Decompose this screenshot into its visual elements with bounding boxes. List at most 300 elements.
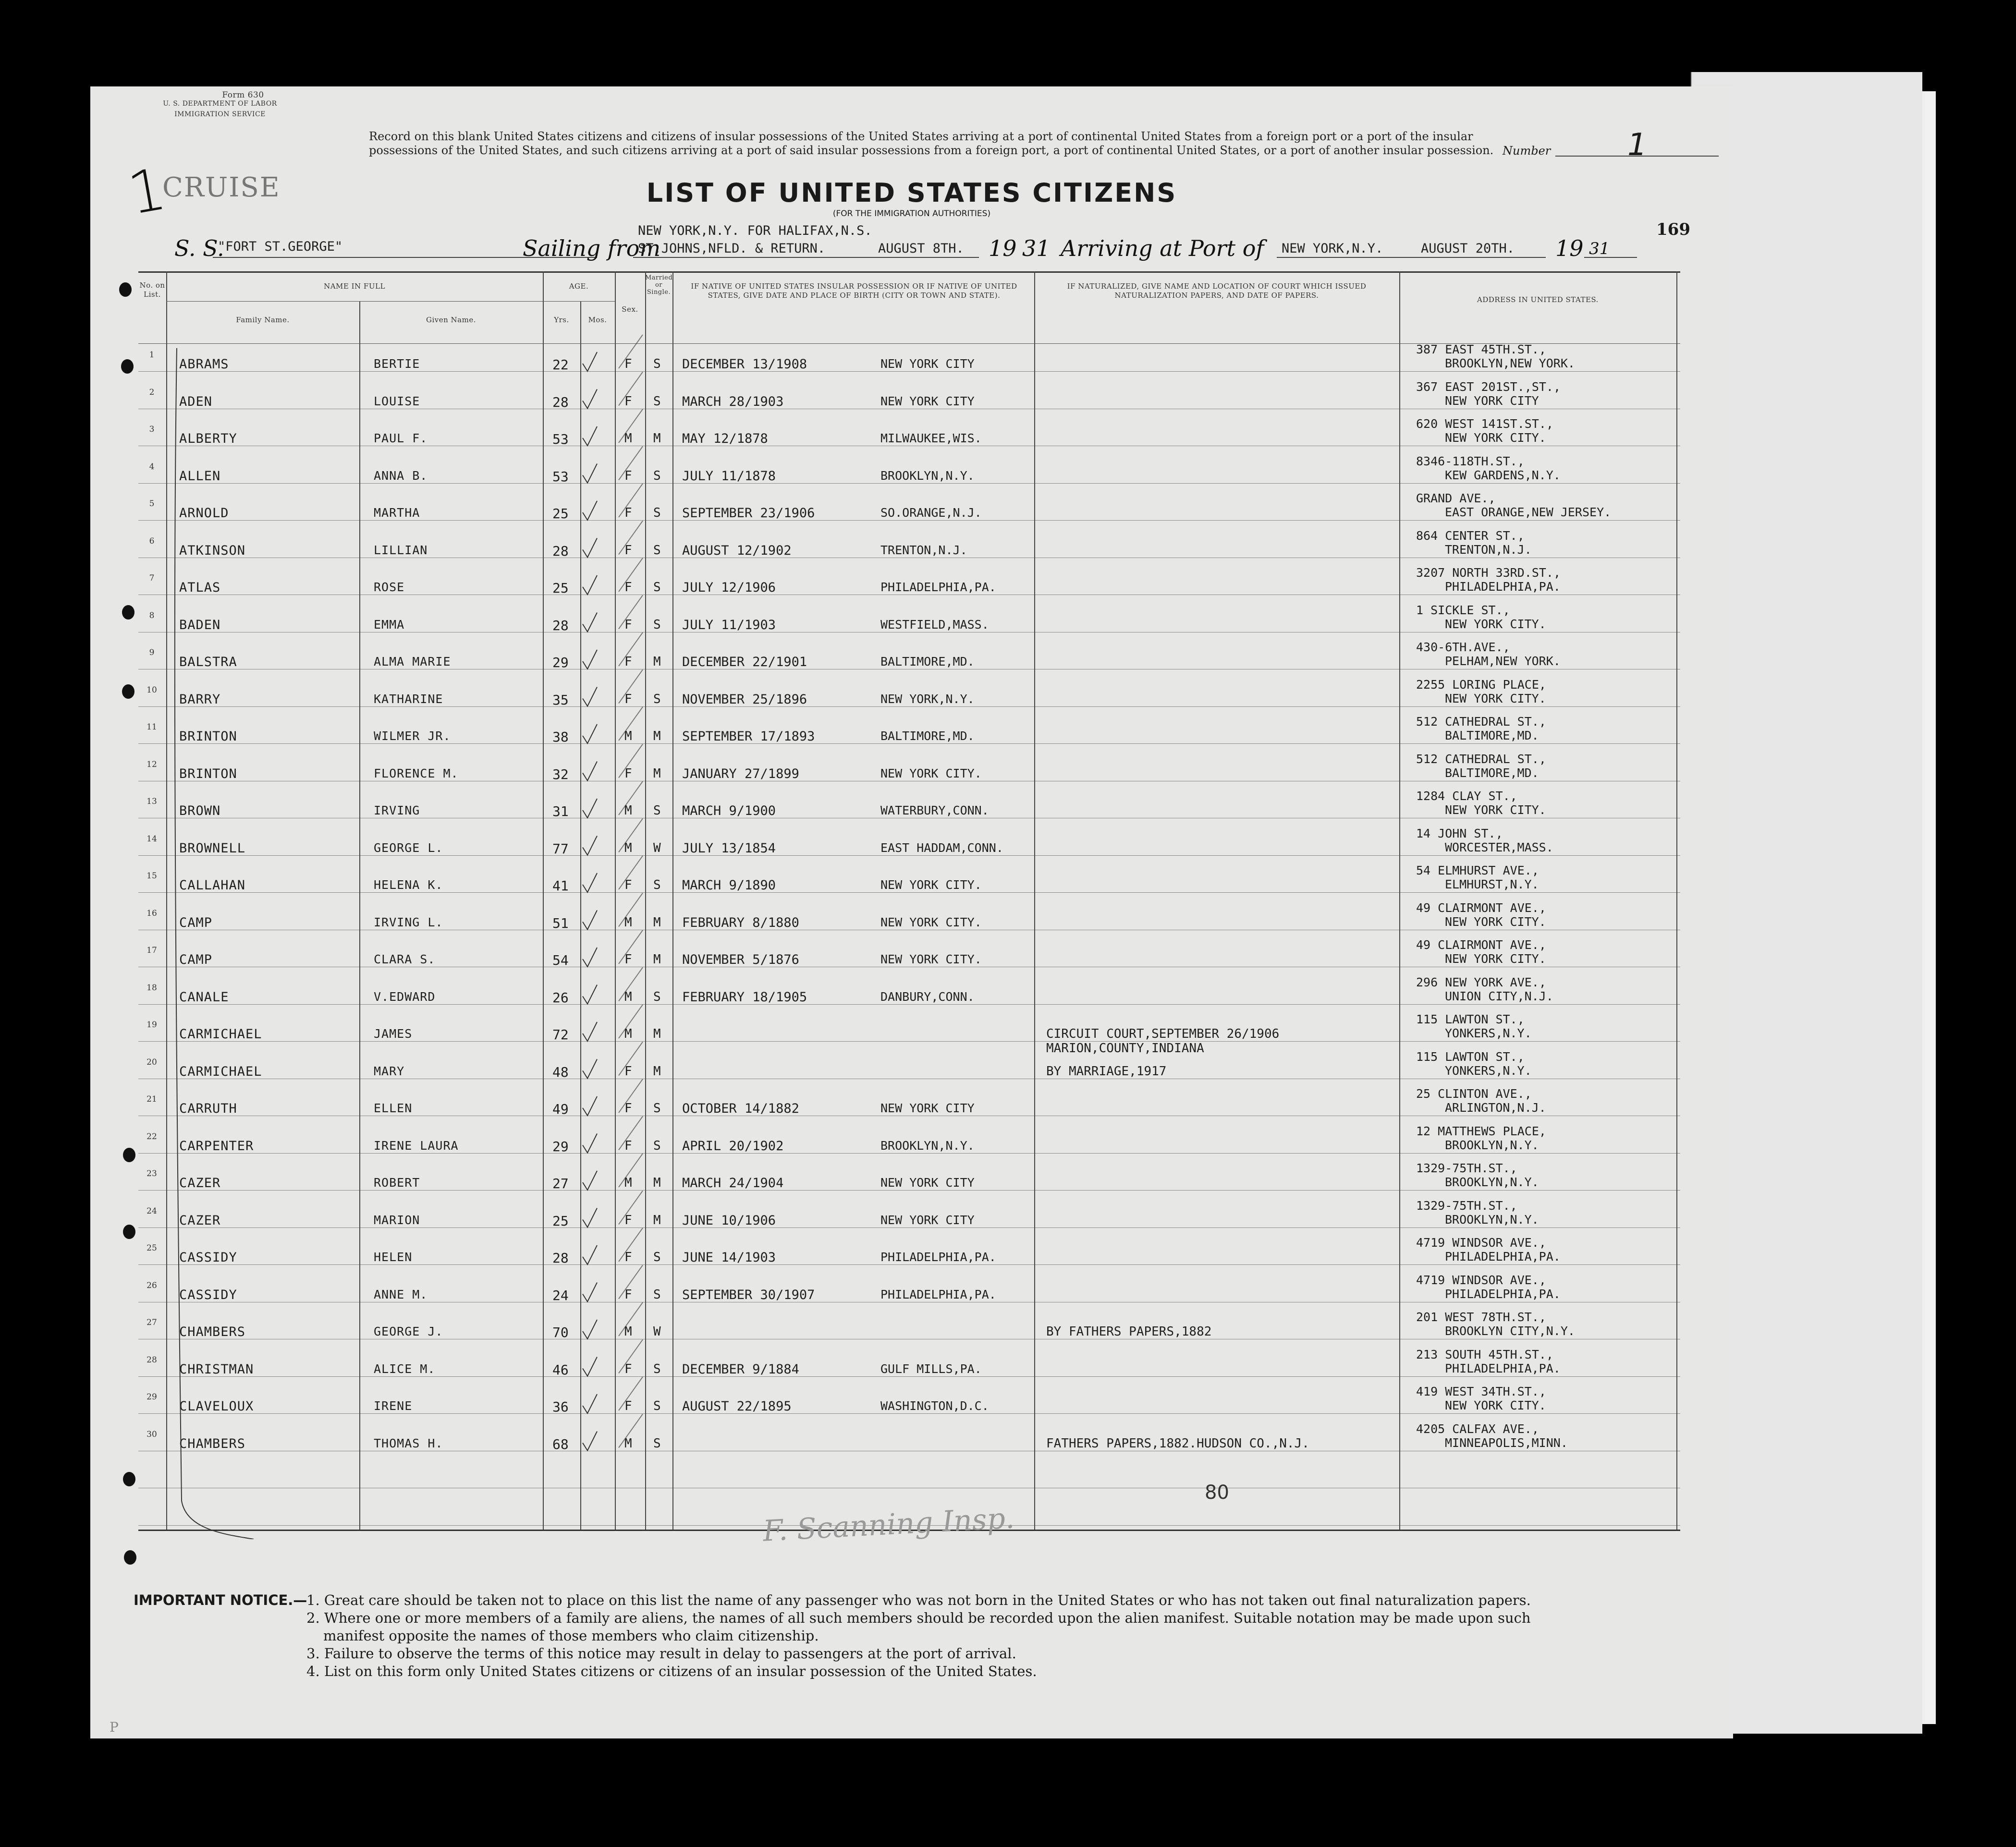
notice-item-1: 1. Great care should be taken not to place on this list the name of any passenger who was not born in the United States or who has not taken out final naturalization papers. xyxy=(306,1592,1531,1608)
pencil-stroke xyxy=(619,856,643,889)
checkmark xyxy=(583,911,597,930)
cell-address-city: BROOKLYN,N.Y. xyxy=(1445,1175,1539,1189)
cell-status: S xyxy=(653,1101,661,1116)
checkmark xyxy=(583,389,597,409)
cell-birth-place: GULF MILLS,PA. xyxy=(880,1361,982,1376)
cell-status: S xyxy=(653,357,661,371)
checkmark xyxy=(583,985,597,1004)
pencil-stroke xyxy=(619,447,643,480)
handwritten-list-number: 1 xyxy=(123,156,171,228)
cell-family: CASSIDY xyxy=(179,1250,237,1265)
cell-given: ALICE M. xyxy=(374,1361,436,1376)
cell-birth-place: SO.ORANGE,N.J. xyxy=(880,506,982,520)
cell-status: M xyxy=(653,729,661,743)
cell-given: CLARA S. xyxy=(374,952,436,966)
cell-family: ADEN xyxy=(179,394,213,409)
arrival-underline xyxy=(1277,257,1546,258)
cell-given: EMMA xyxy=(374,617,405,632)
pencil-stroke xyxy=(619,372,643,406)
cell-no: 21 xyxy=(147,1094,157,1104)
cell-sex: M xyxy=(624,803,632,818)
checkmark xyxy=(583,1208,597,1227)
cell-address-city: PHILADELPHIA,PA. xyxy=(1445,580,1561,594)
cell-yrs: 53 xyxy=(552,431,569,447)
cell-given: IRVING xyxy=(374,803,420,817)
col-header-married: Married or Single. xyxy=(645,274,673,296)
cell-status: S xyxy=(653,1361,661,1376)
cell-sex: F xyxy=(624,394,632,409)
cell-no: 1 xyxy=(149,350,155,360)
number-underline xyxy=(1555,156,1719,157)
cell-birth-place: PHILADELPHIA,PA. xyxy=(880,1250,996,1264)
cell-naturalization: BY FATHERS PAPERS,1882 xyxy=(1046,1324,1212,1339)
cell-family: ATKINSON xyxy=(179,543,246,558)
pencil-stroke xyxy=(619,1191,643,1225)
cell-no: 29 xyxy=(147,1392,157,1402)
checkmark-annotations xyxy=(138,271,715,1539)
cell-address-street: 115 LAWTON ST., xyxy=(1416,1012,1525,1026)
cell-yrs: 29 xyxy=(552,1138,569,1154)
cell-birth-date: MAY 12/1878 xyxy=(682,431,768,446)
cell-address-street: 387 EAST 45TH.ST., xyxy=(1416,342,1546,356)
cell-birth-place: PHILADELPHIA,PA. xyxy=(880,1287,996,1301)
cell-family: CARRUTH xyxy=(179,1101,237,1116)
cell-no: 11 xyxy=(147,722,157,732)
cell-family: CAMP xyxy=(179,915,213,930)
cell-address-city: NEW YORK CITY. xyxy=(1445,952,1546,966)
cell-status: S xyxy=(653,1287,661,1302)
cell-family: BRINTON xyxy=(179,729,237,744)
cell-address-city: YONKERS,N.Y. xyxy=(1445,1063,1532,1078)
cell-sex: F xyxy=(624,655,632,669)
col-header-no: No. on List. xyxy=(139,281,165,299)
cell-sex: M xyxy=(624,729,632,743)
col-header-yrs: Yrs. xyxy=(554,316,569,324)
department-label: U. S. DEPARTMENT OF LABOR xyxy=(163,100,277,108)
pencil-stroke xyxy=(619,744,643,778)
binder-hole xyxy=(122,684,134,699)
cell-yrs: 31 xyxy=(552,803,569,819)
cell-no: 20 xyxy=(147,1057,157,1067)
cell-yrs: 49 xyxy=(552,1101,569,1117)
cell-given: MARION xyxy=(374,1213,420,1227)
number-value: 1 xyxy=(1627,127,1647,163)
cell-family: BROWN xyxy=(179,803,221,818)
cell-yrs: 48 xyxy=(552,1064,569,1080)
cell-no: 4 xyxy=(149,462,155,472)
cell-address-city: BROOKLYN,N.Y. xyxy=(1445,1138,1539,1152)
col-header-birth: IF NATIVE OF UNITED STATES INSULAR POSSESSION OR IF NATIVE OF UNITED STATES, GIVE DATE AND PLACE OF BIRTH (CITY OR TOWN AND STATE). xyxy=(691,282,1017,300)
arrival-year-underline xyxy=(1584,257,1637,258)
cell-birth-date: JULY 11/1903 xyxy=(682,617,776,632)
col-header-age: AGE. xyxy=(569,282,589,291)
cell-no: 24 xyxy=(147,1206,157,1216)
cell-given: HELENA K. xyxy=(374,878,443,892)
cell-given: ROBERT xyxy=(374,1176,420,1190)
cell-yrs: 28 xyxy=(552,394,569,410)
cell-sex: F xyxy=(624,1287,632,1302)
cell-address-city: YONKERS,N.Y. xyxy=(1445,1026,1532,1040)
cell-address-street: 620 WEST 141ST.ST., xyxy=(1416,417,1553,431)
cell-given: LOUISE xyxy=(374,394,420,408)
cell-address-street: 213 SOUTH 45TH.ST., xyxy=(1416,1347,1553,1361)
cell-status: S xyxy=(653,803,661,818)
cell-birth-date: SEPTEMBER 17/1893 xyxy=(682,729,815,744)
cell-address-city: MINNEAPOLIS,MINN. xyxy=(1445,1435,1568,1450)
cell-address-street: 296 NEW YORK AVE., xyxy=(1416,975,1546,989)
checkmark xyxy=(583,836,597,855)
passenger-table xyxy=(138,271,1680,1539)
cell-address-street: 3207 NORTH 33RD.ST., xyxy=(1416,566,1561,580)
cell-sex: F xyxy=(624,1064,632,1079)
cell-yrs: 70 xyxy=(552,1324,569,1340)
cell-address-street: 864 CENTER ST., xyxy=(1416,528,1525,543)
cell-given: ANNE M. xyxy=(374,1287,428,1301)
pencil-stroke xyxy=(619,893,643,927)
cell-sex: M xyxy=(624,1176,632,1190)
cell-given: IRENE LAURA xyxy=(374,1138,459,1153)
arriving-label: Arriving at Port of xyxy=(1061,235,1264,261)
arrival-year-prefix: 19 xyxy=(1555,235,1584,261)
cell-birth-place: NEW YORK CITY xyxy=(880,357,975,371)
checkmark xyxy=(583,352,597,371)
cell-status: S xyxy=(653,989,661,1004)
cell-no: 15 xyxy=(147,871,157,881)
cell-family: ATLAS xyxy=(179,580,221,595)
pencil-stroke xyxy=(619,335,643,368)
cell-address-street: 1329-75TH.ST., xyxy=(1416,1161,1517,1175)
cell-birth-place: NEW YORK CITY xyxy=(880,1176,975,1190)
cell-status: M xyxy=(653,1064,661,1079)
cell-family: CARPENTER xyxy=(179,1138,254,1154)
cell-sex: F xyxy=(624,357,632,371)
cell-address-city: EAST ORANGE,NEW JERSEY. xyxy=(1445,505,1612,519)
cell-address-street: 54 ELMHURST AVE., xyxy=(1416,863,1539,877)
cell-yrs: 46 xyxy=(552,1361,569,1378)
col-header-naturalized: IF NATURALIZED, GIVE NAME AND LOCATION OF COURT WHICH ISSUED NATURALIZATION PAPERS, AND DATE OF PAPERS. xyxy=(1067,282,1367,300)
cell-sex: F xyxy=(624,1361,632,1376)
cell-address-street: 1 SICKLE ST., xyxy=(1416,603,1510,617)
cell-status: M xyxy=(653,766,661,781)
cell-naturalization: FATHERS PAPERS,1882.HUDSON CO.,N.J. xyxy=(1046,1436,1309,1451)
cell-status: S xyxy=(653,692,661,706)
checkmark xyxy=(583,575,597,595)
cell-birth-place: NEW YORK,N.Y. xyxy=(880,692,975,706)
cell-family: ALBERTY xyxy=(179,431,237,446)
cell-given: PAUL F. xyxy=(374,431,428,445)
cell-birth-date: NOVEMBER 25/1896 xyxy=(682,692,807,707)
cell-birth-place: TRENTON,N.J. xyxy=(880,543,967,557)
cell-family: BROWNELL xyxy=(179,840,246,856)
cell-family: BALSTRA xyxy=(179,655,237,669)
tally-annotation: 80 xyxy=(1205,1482,1229,1504)
cell-sex: F xyxy=(624,766,632,781)
pencil-stroke xyxy=(619,1005,643,1038)
cell-address-city: UNION CITY,N.J. xyxy=(1445,989,1553,1003)
cell-birth-date: DECEMBER 13/1908 xyxy=(682,357,807,372)
cell-no: 26 xyxy=(147,1280,157,1290)
checkmark xyxy=(583,948,597,967)
cell-status: S xyxy=(653,1250,661,1264)
cell-birth-date: AUGUST 12/1902 xyxy=(682,543,792,558)
cell-birth-date: FEBRUARY 8/1880 xyxy=(682,915,799,930)
cell-status: S xyxy=(653,1138,661,1153)
inspector-signature: F. Scanning Insp. xyxy=(762,1501,1015,1548)
cell-status: S xyxy=(653,1399,661,1413)
cell-birth-place: NEW YORK CITY. xyxy=(880,878,982,892)
pencil-stroke xyxy=(619,1302,643,1336)
cell-family: CHAMBERS xyxy=(179,1436,246,1451)
checkmark xyxy=(583,1394,597,1413)
cell-birth-date: AUGUST 22/1895 xyxy=(682,1399,792,1414)
cell-given: ELLEN xyxy=(374,1101,413,1115)
cell-birth-date: JULY 12/1906 xyxy=(682,580,776,595)
cell-birth-place: EAST HADDAM,CONN. xyxy=(880,840,1003,855)
pencil-stroke xyxy=(619,670,643,704)
cell-naturalization: CIRCUIT COURT,SEPTEMBER 26/1906 xyxy=(1046,1027,1280,1041)
cell-birth-date: SEPTEMBER 23/1906 xyxy=(682,506,815,521)
cell-address-street: 4719 WINDSOR AVE., xyxy=(1416,1236,1546,1250)
cell-sex: F xyxy=(624,692,632,706)
cell-family: CAMP xyxy=(179,952,213,967)
checkmark xyxy=(583,1022,597,1041)
cell-sex: M xyxy=(624,431,632,446)
checkmark xyxy=(583,650,597,669)
cell-given: LILLIAN xyxy=(374,543,428,557)
cell-no: 19 xyxy=(147,1020,157,1030)
cell-address-city: NEW YORK CITY. xyxy=(1445,1398,1546,1412)
cell-birth-date: APRIL 20/1902 xyxy=(682,1138,784,1154)
pencil-stroke xyxy=(619,521,643,555)
cell-yrs: 38 xyxy=(552,729,569,745)
cell-no: 14 xyxy=(147,834,157,844)
cell-yrs: 25 xyxy=(552,580,569,596)
pencil-stroke xyxy=(619,819,643,852)
cell-birth-date: OCTOBER 14/1882 xyxy=(682,1101,799,1116)
sailing-year-prefix: 19 xyxy=(989,235,1017,261)
cell-birth-place: NEW YORK CITY xyxy=(880,1213,975,1227)
checkmark xyxy=(583,1134,597,1153)
binder-hole xyxy=(119,282,132,297)
cell-yrs: 27 xyxy=(552,1176,569,1191)
col-rule xyxy=(1676,271,1677,1530)
service-label: IMMIGRATION SERVICE xyxy=(174,110,266,118)
sheet-number: 169 xyxy=(1656,220,1690,239)
col-header-sex: Sex. xyxy=(622,305,638,314)
cell-family: CAZER xyxy=(179,1176,221,1191)
cell-given: ALMA MARIE xyxy=(374,655,451,668)
binder-hole xyxy=(124,1550,136,1565)
cell-address-street: 430-6TH.AVE., xyxy=(1416,640,1510,654)
checkmark xyxy=(583,501,597,520)
binder-hole xyxy=(123,1472,135,1486)
cell-sex: F xyxy=(624,506,632,520)
checkmark xyxy=(583,1059,597,1079)
checkmark xyxy=(583,426,597,446)
cell-yrs: 41 xyxy=(552,878,569,894)
cell-address-street: 4719 WINDSOR AVE., xyxy=(1416,1273,1546,1287)
cell-birth-date: DECEMBER 22/1901 xyxy=(682,655,807,669)
cell-no: 5 xyxy=(149,499,155,509)
notice-item-4: 4. List on this form only United States citizens or citizens of an insular possession of the United States. xyxy=(306,1663,1037,1679)
pencil-stroke xyxy=(619,1079,643,1113)
binder-hole xyxy=(123,1225,135,1239)
checkmark xyxy=(583,799,597,818)
cell-address-city: WORCESTER,MASS. xyxy=(1445,840,1553,854)
cell-family: CANALE xyxy=(179,989,229,1005)
notice-item-2: 2. Where one or more members of a family are aliens, the names of all such members should be recorded upon the alien manifest. Suitable notation may be made upon such xyxy=(306,1610,1531,1626)
sailing-date: AUGUST 8TH. xyxy=(878,241,964,256)
pencil-stroke xyxy=(619,484,643,517)
cell-address-street: 115 LAWTON ST., xyxy=(1416,1049,1525,1064)
cell-address-city: ARLINGTON,N.J. xyxy=(1445,1101,1546,1115)
cell-sex: F xyxy=(624,1250,632,1264)
cell-address-street: 8346-118TH.ST., xyxy=(1416,454,1525,468)
cell-address-street: 2255 LORING PLACE, xyxy=(1416,677,1546,692)
sailing-underline xyxy=(633,257,979,258)
pencil-stroke xyxy=(619,781,643,815)
notice-label: IMPORTANT NOTICE.— xyxy=(134,1592,307,1608)
cell-given: HELEN xyxy=(374,1250,413,1264)
cell-birth-place: NEW YORK CITY xyxy=(880,1101,975,1115)
cell-birth-place: WASHINGTON,D.C. xyxy=(880,1399,989,1413)
checkmark xyxy=(583,1283,597,1302)
cell-family: CALLAHAN xyxy=(179,878,246,893)
document-title: LIST OF UNITED STATES CITIZENS xyxy=(646,178,1177,208)
cell-birth-place: NEW YORK CITY xyxy=(880,394,975,408)
cell-birth-date: JUNE 14/1903 xyxy=(682,1250,776,1265)
cell-yrs: 28 xyxy=(552,1250,569,1266)
cell-sex: F xyxy=(624,1399,632,1413)
cell-sex: M xyxy=(624,989,632,1004)
cell-status: M xyxy=(653,952,661,967)
cell-address-city: NEW YORK CITY. xyxy=(1445,617,1546,631)
form-number: Form 630 xyxy=(222,90,264,100)
arrival-year: 31 xyxy=(1589,239,1610,258)
cell-family: CAZER xyxy=(179,1213,221,1228)
sailing-year: 31 xyxy=(1022,235,1051,261)
cell-no: 23 xyxy=(147,1169,157,1179)
cell-sex: M xyxy=(624,840,632,855)
cell-yrs: 53 xyxy=(552,468,569,485)
cell-birth-date: MARCH 9/1900 xyxy=(682,803,776,818)
cell-status: M xyxy=(653,915,661,930)
cell-yrs: 36 xyxy=(552,1399,569,1415)
cell-no: 30 xyxy=(147,1429,157,1439)
cell-yrs: 28 xyxy=(552,617,569,633)
cell-given: JAMES xyxy=(374,1027,413,1041)
sailing-from-label: Sailing from xyxy=(523,235,661,261)
cell-address-street: 4205 CALFAX AVE., xyxy=(1416,1422,1539,1436)
cell-birth-place: NEW YORK CITY. xyxy=(880,766,982,780)
cell-no: 10 xyxy=(147,685,157,695)
binder-hole xyxy=(122,605,134,620)
cell-no: 7 xyxy=(149,573,155,583)
cell-yrs: 35 xyxy=(552,692,569,708)
cell-birth-place: BROOKLYN,N.Y. xyxy=(880,1138,975,1153)
number-label: Number xyxy=(1503,144,1551,158)
pencil-stroke xyxy=(619,1340,643,1373)
cell-no: 12 xyxy=(147,759,157,769)
instructions-text: Record on this blank United States citizens and citizens of insular possessions of the United States arriving at a port of continental United States from a foreign port or a port of the insular possessions of the United States, and such citizens arriving at a port of said insular possessions from a foreign port, a port of continental United States, or a port of another insular possession. xyxy=(369,130,1494,157)
cell-family: ARNOLD xyxy=(179,506,229,521)
pencil-stroke xyxy=(619,1042,643,1076)
cell-address-street: 367 EAST 201ST.,ST., xyxy=(1416,379,1561,394)
col-rule xyxy=(1034,271,1035,1530)
cell-yrs: 25 xyxy=(552,506,569,522)
col-header-family: Family Name. xyxy=(236,316,290,324)
pencil-stroke xyxy=(619,1228,643,1262)
binder-hole xyxy=(121,359,134,374)
ss-label: S. S. xyxy=(174,235,224,261)
cell-no: 25 xyxy=(147,1243,157,1253)
pencil-stroke xyxy=(619,632,643,666)
pencil-stroke xyxy=(619,1265,643,1299)
pencil-stroke xyxy=(619,1414,643,1448)
cell-sex: F xyxy=(624,952,632,967)
cell-given: GEORGE L. xyxy=(374,840,443,855)
cell-status: S xyxy=(653,394,661,409)
checkmark xyxy=(583,1432,597,1451)
cell-family: BARRY xyxy=(179,692,221,707)
cell-birth-date: JANUARY 27/1899 xyxy=(682,766,799,781)
cell-status: M xyxy=(653,655,661,669)
cell-address-street: 25 CLINTON AVE., xyxy=(1416,1087,1532,1101)
cell-birth-date: MARCH 28/1903 xyxy=(682,394,784,409)
cell-no: 6 xyxy=(149,536,155,546)
cell-no: 2 xyxy=(149,387,155,397)
cell-family: ALLEN xyxy=(179,468,221,484)
cell-birth-place: PHILADELPHIA,PA. xyxy=(880,580,996,594)
sailing-from-route: NEW YORK,N.Y. FOR HALIFAX,N.S. xyxy=(638,223,872,238)
cell-family: CHAMBERS xyxy=(179,1324,246,1339)
checkmark xyxy=(583,687,597,706)
col-header-name: NAME IN FULL xyxy=(324,282,385,291)
cell-birth-place: BALTIMORE,MD. xyxy=(880,655,975,668)
margin-pencil-line xyxy=(175,348,254,1539)
cell-status: S xyxy=(653,617,661,632)
cell-yrs: 26 xyxy=(552,989,569,1006)
cell-status: M xyxy=(653,1176,661,1190)
col-header-address: ADDRESS IN UNITED STATES. xyxy=(1477,295,1599,304)
cell-address-city: PELHAM,NEW YORK. xyxy=(1445,654,1561,668)
cell-family: CARMICHAEL xyxy=(179,1064,262,1079)
cell-no: 9 xyxy=(149,648,155,657)
cell-sex: M xyxy=(624,915,632,930)
cell-birth-date: JULY 11/1878 xyxy=(682,468,776,484)
cell-address-city: NEW YORK CITY xyxy=(1445,393,1539,408)
pencil-stroke xyxy=(619,930,643,964)
sailing-from-return: ST.JOHNS,NFLD. & RETURN. xyxy=(638,241,826,256)
pencil-stroke xyxy=(619,1154,643,1187)
cell-address-street: 14 JOHN ST., xyxy=(1416,826,1503,840)
cell-given: V.EDWARD xyxy=(374,989,436,1004)
checkmark xyxy=(583,724,597,743)
cell-birth-date: NOVEMBER 5/1876 xyxy=(682,952,799,967)
cell-birth-date: SEPTEMBER 30/1907 xyxy=(682,1287,815,1302)
cell-address-city: TRENTON,N.J. xyxy=(1445,542,1532,557)
checkmark xyxy=(583,762,597,781)
notice-item-2-cont: manifest opposite the names of those members who claim citizenship. xyxy=(323,1628,819,1644)
checkmark xyxy=(583,613,597,632)
checkmark xyxy=(583,538,597,558)
cell-birth-date: MARCH 9/1890 xyxy=(682,878,776,893)
notice-item-3: 3. Failure to observe the terms of this notice may result in delay to passengers at the port of arrival. xyxy=(306,1645,1016,1662)
cell-given: ROSE xyxy=(374,580,405,594)
cell-given: ANNA B. xyxy=(374,468,428,483)
document-subtitle: (FOR THE IMMIGRATION AUTHORITIES) xyxy=(832,209,991,219)
cell-status: S xyxy=(653,1436,661,1451)
